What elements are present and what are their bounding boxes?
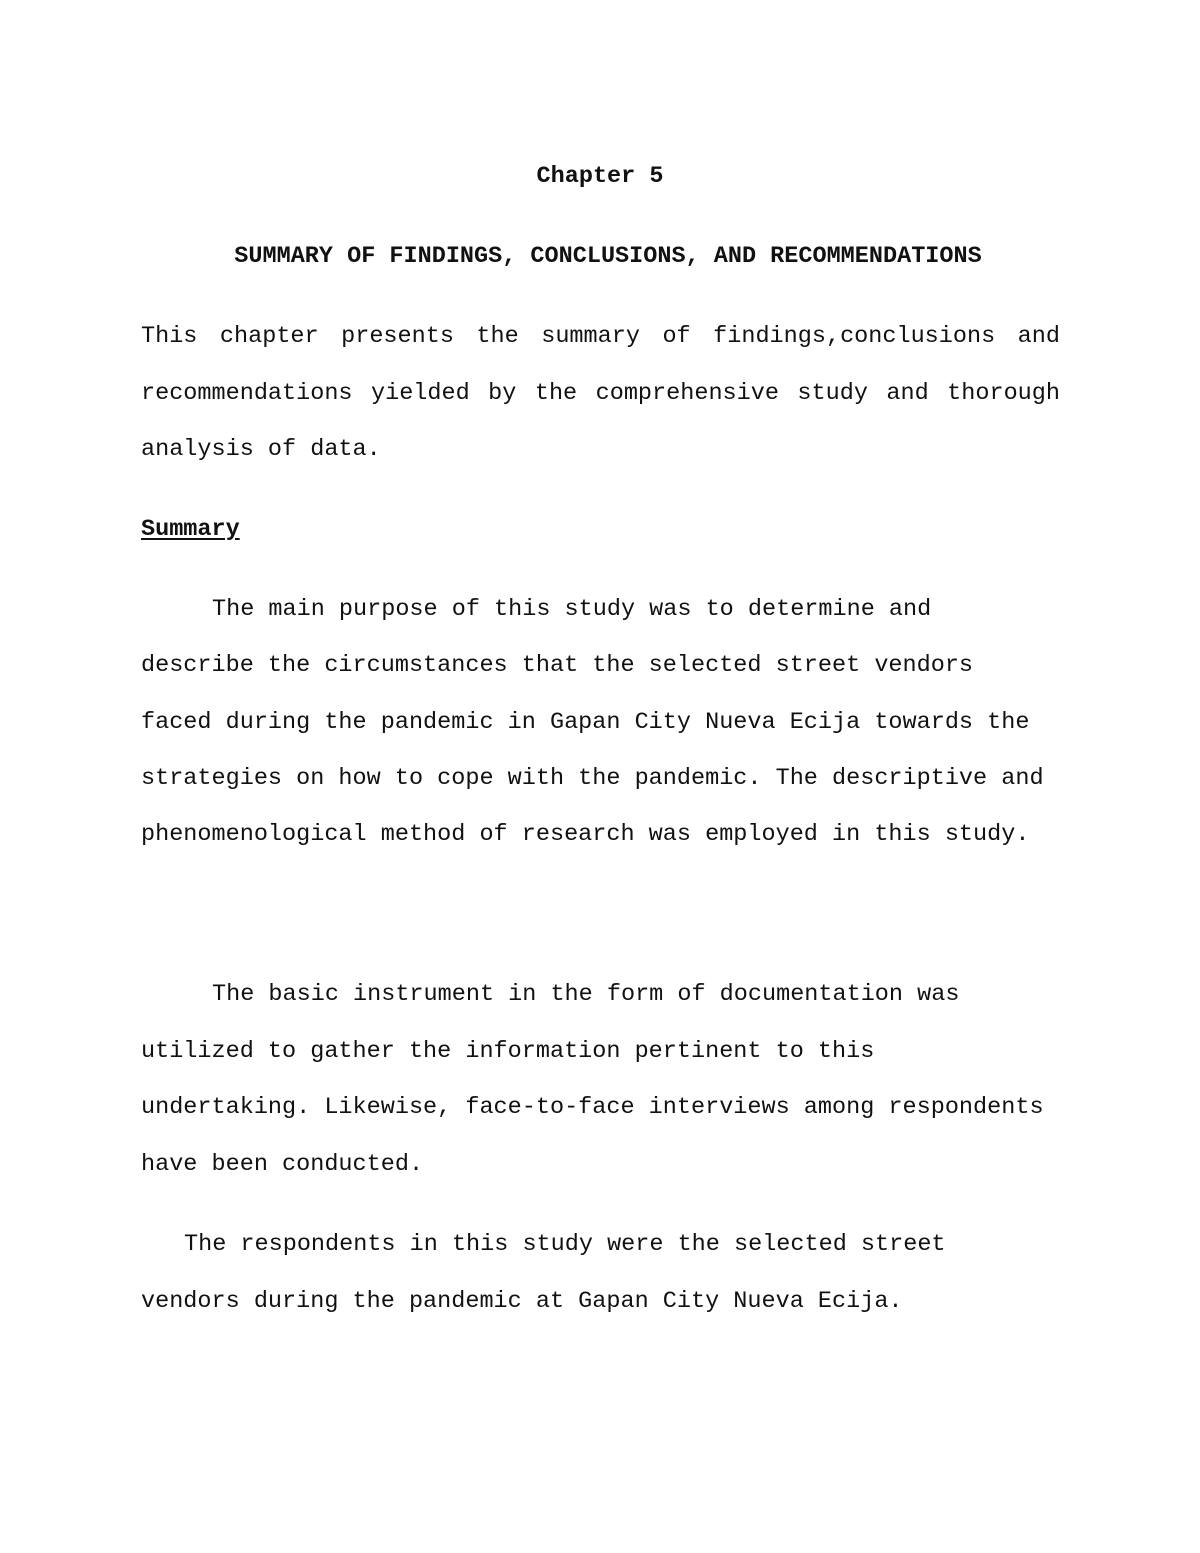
paragraph3-line: The respondents in this study were the selected street: [184, 1231, 946, 1258]
chapter-label: Chapter 5: [536, 163, 664, 190]
paragraph1-line: phenomenological method of research was employed in this study.: [141, 821, 1030, 848]
paragraph2-line: have been conducted.: [141, 1151, 424, 1178]
paragraph2-line: undertaking. Likewise, face-to-face interviews among respondents: [141, 1094, 1044, 1121]
intro-line: This chapter presents the summary of findings,conclusions and: [141, 323, 1060, 350]
paragraph3-line: vendors during the pandemic at Gapan City Nueva Ecija.: [141, 1288, 903, 1315]
intro-line: recommendations yielded by the comprehensive study and thorough: [141, 380, 1060, 407]
paragraph1-line: faced during the pandemic in Gapan City Nueva Ecija towards the: [141, 709, 1030, 736]
paragraph1-line: The main purpose of this study was to determine and: [212, 596, 932, 623]
chapter-title: SUMMARY OF FINDINGS, CONCLUSIONS, AND RECOMMENDATIONS: [234, 243, 982, 270]
paragraph1-line: describe the circumstances that the selected street vendors: [141, 652, 974, 679]
intro-line: analysis of data.: [141, 436, 381, 463]
paragraph1-line: strategies on how to cope with the pandemic. The descriptive and: [141, 765, 1044, 792]
summary-heading: Summary: [141, 516, 240, 543]
paragraph2-line: utilized to gather the information pertinent to this: [141, 1038, 875, 1065]
paragraph2-line: The basic instrument in the form of documentation was: [212, 981, 960, 1008]
